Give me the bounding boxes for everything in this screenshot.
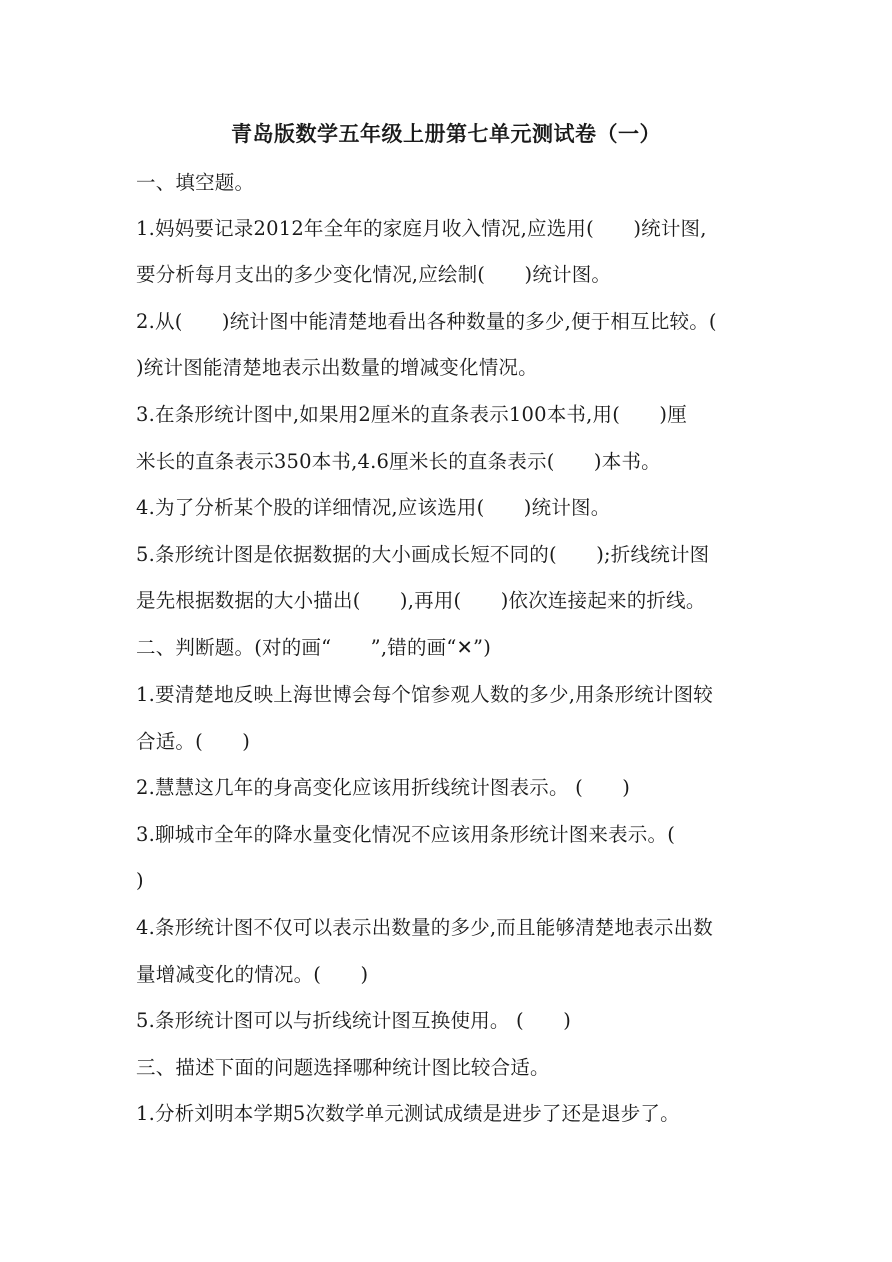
question-line: 4.为了分析某个股的详细情况,应该选用( )统计图。 xyxy=(136,496,611,519)
question-line: 5.条形统计图是依据数据的大小画成长短不同的( );折线统计图 xyxy=(136,543,710,566)
question-line: 合适。( ) xyxy=(136,730,251,753)
question-line: 3.聊城市全年的降水量变化情况不应该用条形统计图来表示。( xyxy=(136,823,676,846)
question-line: 1.分析刘明本学期5次数学单元测试成绩是进步了还是退步了。 xyxy=(136,1102,680,1125)
question-line: 5.条形统计图可以与折线统计图互换使用。 ( ) xyxy=(136,1009,572,1032)
question-line: 4.条形统计图不仅可以表示出数量的多少,而且能够清楚地表示出数 xyxy=(136,916,714,939)
question-line: 1.要清楚地反映上海世博会每个馆参观人数的多少,用条形统计图较 xyxy=(136,683,714,706)
section-heading-true-false: 二、判断题。(对的画“ ”,错的画“✕”) xyxy=(136,636,492,659)
question-line: 2.慧慧这几年的身高变化应该用折线统计图表示。 ( ) xyxy=(136,776,631,799)
question-line: ) xyxy=(136,869,144,892)
question-line: 米长的直条表示350本书,4.6厘米长的直条表示( )本书。 xyxy=(136,450,661,473)
question-line: )统计图能清楚地表示出数量的增减变化情况。 xyxy=(136,356,538,379)
question-line: 3.在条形统计图中,如果用2厘米的直条表示100本书,用( )厘 xyxy=(136,403,687,426)
question-line: 要分析每月支出的多少变化情况,应绘制( )统计图。 xyxy=(136,263,612,286)
section-heading-fill-blank: 一、填空题。 xyxy=(136,171,255,194)
question-line: 是先根据数据的大小描出( ),再用( )依次连接起来的折线。 xyxy=(136,589,706,612)
section-heading-choose-chart: 三、描述下面的问题选择哪种统计图比较合适。 xyxy=(136,1056,550,1079)
question-line: 量增减变化的情况。( ) xyxy=(136,963,369,986)
question-line: 1.妈妈要记录2012年全年的家庭月收入情况,应选用( )统计图, xyxy=(136,217,707,240)
page-title: 青岛版数学五年级上册第七单元测试卷（一） xyxy=(231,121,661,146)
question-line: 2.从( )统计图中能清楚地看出各种数量的多少,便于相互比较。( xyxy=(136,310,717,333)
